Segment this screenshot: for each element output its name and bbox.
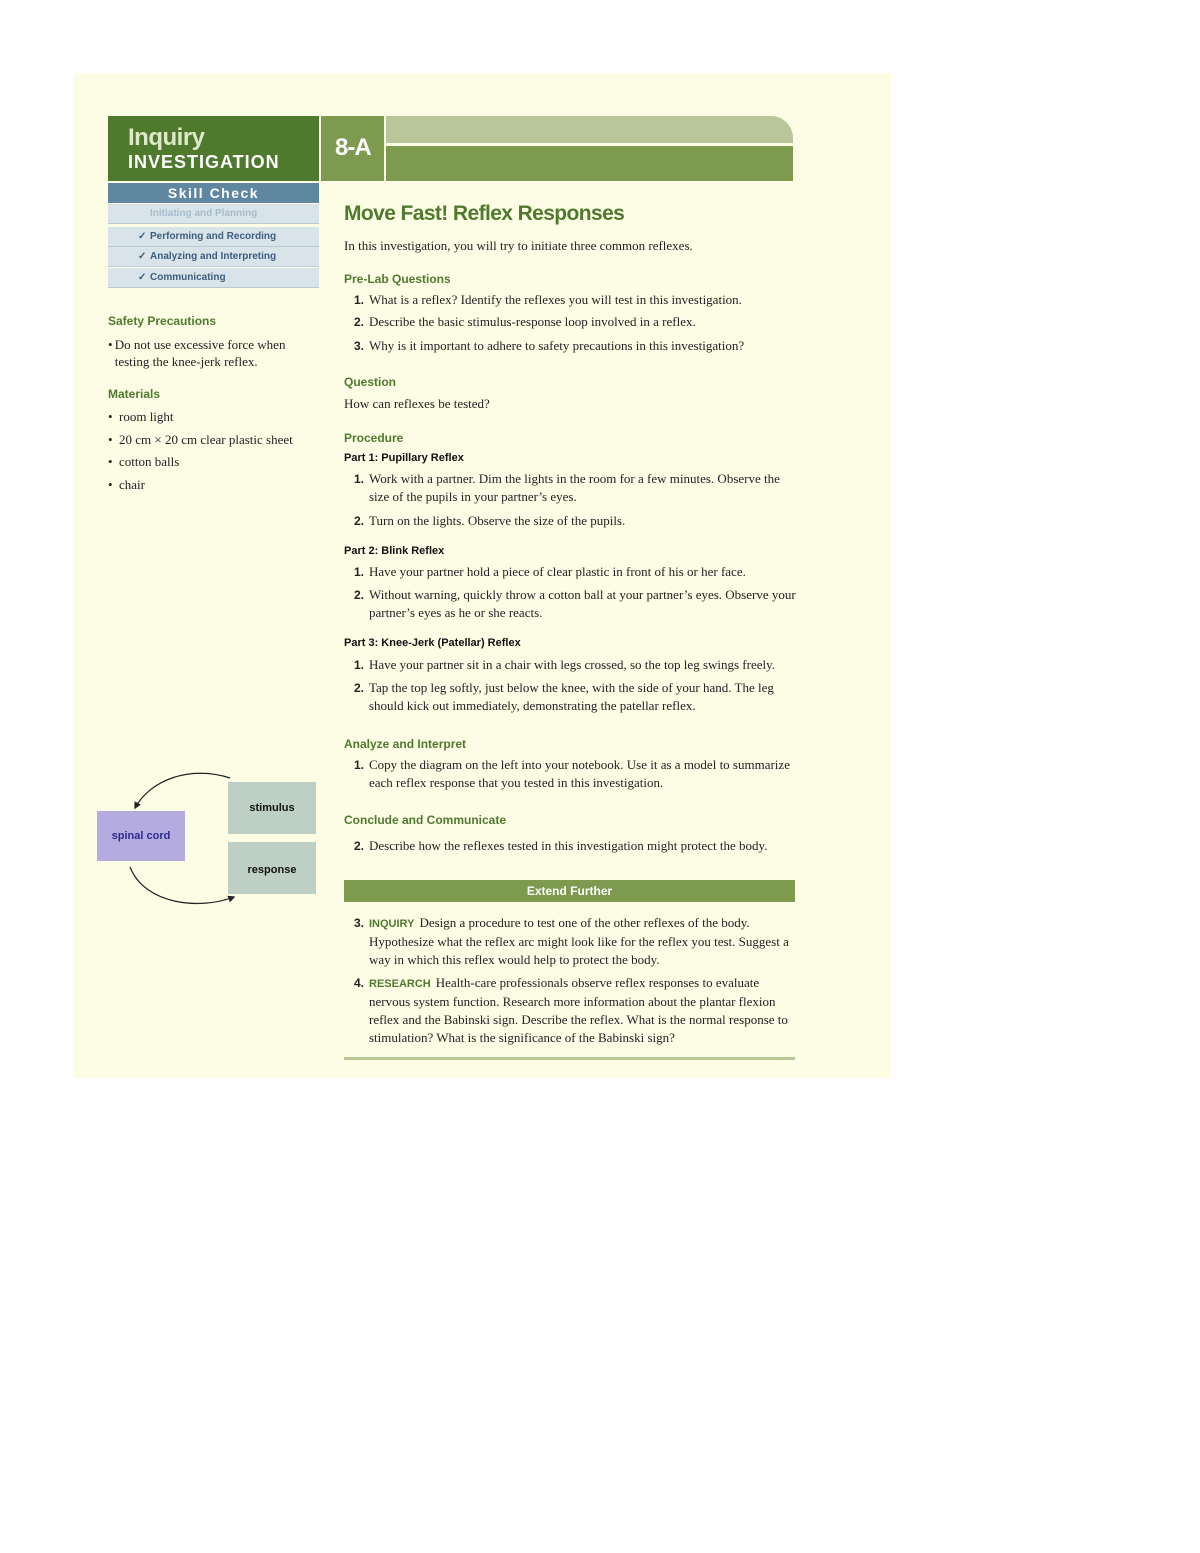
header-decor-top — [386, 116, 793, 143]
extend-item: 4. RESEARCH Health-care professionals observe reflex responses to evaluate nervous system function. Research more information about the plantar flexion reflex and the Babinski sign. Describe the reflex. What is the normal response to stimulation? What is the significance of the Babinski sign? — [354, 975, 788, 1045]
investigation-number: 8-A — [335, 134, 371, 161]
skill-item-label: Communicating — [150, 272, 226, 283]
skill-item — [108, 268, 319, 288]
inquiry-keyword: INQUIRY — [369, 918, 415, 930]
procedure-step: 2. Without warning, quickly throw a cotton ball at your partner’s eyes. Observe your partner’s eyes as he or she reacts. — [354, 587, 796, 620]
prelab-item: 1. What is a reflex? Identify the reflexes you will test in this investigation. — [354, 292, 742, 307]
prelab-heading: Pre-Lab Questions — [344, 272, 451, 286]
skill-item-label: Analyzing and Interpreting — [150, 251, 277, 262]
part-title: Part 2: Blink Reflex — [344, 545, 445, 557]
header-decor-bottom — [386, 146, 793, 181]
procedure-step: 2. Tap the top leg softly, just below the knee, with the side of your hand. The leg should kick out immediately, demonstrating the patellar reflex. — [354, 680, 774, 713]
spinal-cord-box: spinal cord — [97, 811, 185, 861]
part-title: Part 3: Knee-Jerk (Patellar) Reflex — [344, 637, 521, 649]
skill-item — [108, 247, 319, 267]
part-title: Part 1: Pupillary Reflex — [344, 452, 464, 464]
header-investigation: INVESTIGATION — [128, 152, 280, 172]
material-item: • 20 cm × 20 cm clear plastic sheet — [108, 432, 293, 447]
materials-heading: Materials — [108, 387, 161, 401]
skill-check-title: Skill Check — [108, 183, 319, 203]
skill-item-label: Initiating and Planning — [150, 208, 258, 219]
research-keyword: RESEARCH — [369, 978, 431, 990]
question-heading: Question — [344, 375, 397, 389]
prelab-item: 3. Why is it important to adhere to safety precautions in this investigation? — [354, 338, 745, 353]
stimulus-box: stimulus — [228, 782, 316, 834]
response-box: response — [228, 842, 316, 894]
check-icon: ✓ — [138, 251, 147, 262]
skill-item-label: Performing and Recording — [150, 231, 277, 242]
material-item: • room light — [108, 409, 174, 424]
procedure-step: 2. Turn on the lights. Observe the size of the pupils. — [354, 513, 626, 528]
skill-item — [108, 204, 319, 224]
header-inquiry: Inquiry — [128, 124, 205, 151]
conclude-heading: Conclude and Communicate — [344, 813, 507, 827]
procedure-step: 1. Have your partner sit in a chair with legs crossed, so the top leg swings freely. — [354, 657, 776, 672]
check-icon: ✓ — [138, 272, 147, 283]
procedure-heading: Procedure — [344, 431, 404, 445]
prelab-item: 2. Describe the basic stimulus-response loop involved in a reflex. — [354, 314, 696, 329]
material-item: • chair — [108, 477, 145, 492]
analyze-item: 1. Copy the diagram on the left into your notebook. Use it as a model to summarize each reflex response that you tested in this investigation. — [354, 757, 790, 790]
investigation-number-panel — [321, 116, 384, 181]
skill-item — [108, 227, 319, 247]
analyze-heading: Analyze and Interpret — [344, 737, 467, 751]
extend-further-banner: Extend Further — [344, 880, 795, 902]
check-icon: ✓ — [138, 231, 147, 242]
arc-arrow-top — [135, 773, 230, 808]
procedure-step: 1. Work with a partner. Dim the lights in the room for a few minutes. Observe the size of the pupils in your partner’s eyes. — [354, 471, 780, 504]
material-item: • cotton balls — [108, 454, 180, 469]
question-text: How can reflexes be tested? — [344, 396, 490, 411]
procedure-step: 1. Have your partner hold a piece of clear plastic in front of his or her face. — [354, 564, 746, 579]
safety-item: • Do not use excessive force when testing the knee-jerk reflex. — [108, 337, 286, 369]
safety-heading: Safety Precautions — [108, 314, 217, 328]
extend-item: 3. INQUIRY Design a procedure to test one of the other reflexes of the body. Hypothesize what the reflex arc might look like for the reflex you test. Suggest a way in which this reflex would help to protect the body. — [354, 915, 789, 967]
intro-text: In this investigation, you will try to initiate three common reflexes. — [344, 238, 693, 253]
bottom-rule — [344, 1057, 795, 1060]
conclude-item: 2. Describe how the reflexes tested in this investigation might protect the body. — [354, 838, 768, 853]
page-title: Move Fast! Reflex Responses — [344, 202, 625, 225]
arc-arrow-bottom — [130, 867, 234, 903]
